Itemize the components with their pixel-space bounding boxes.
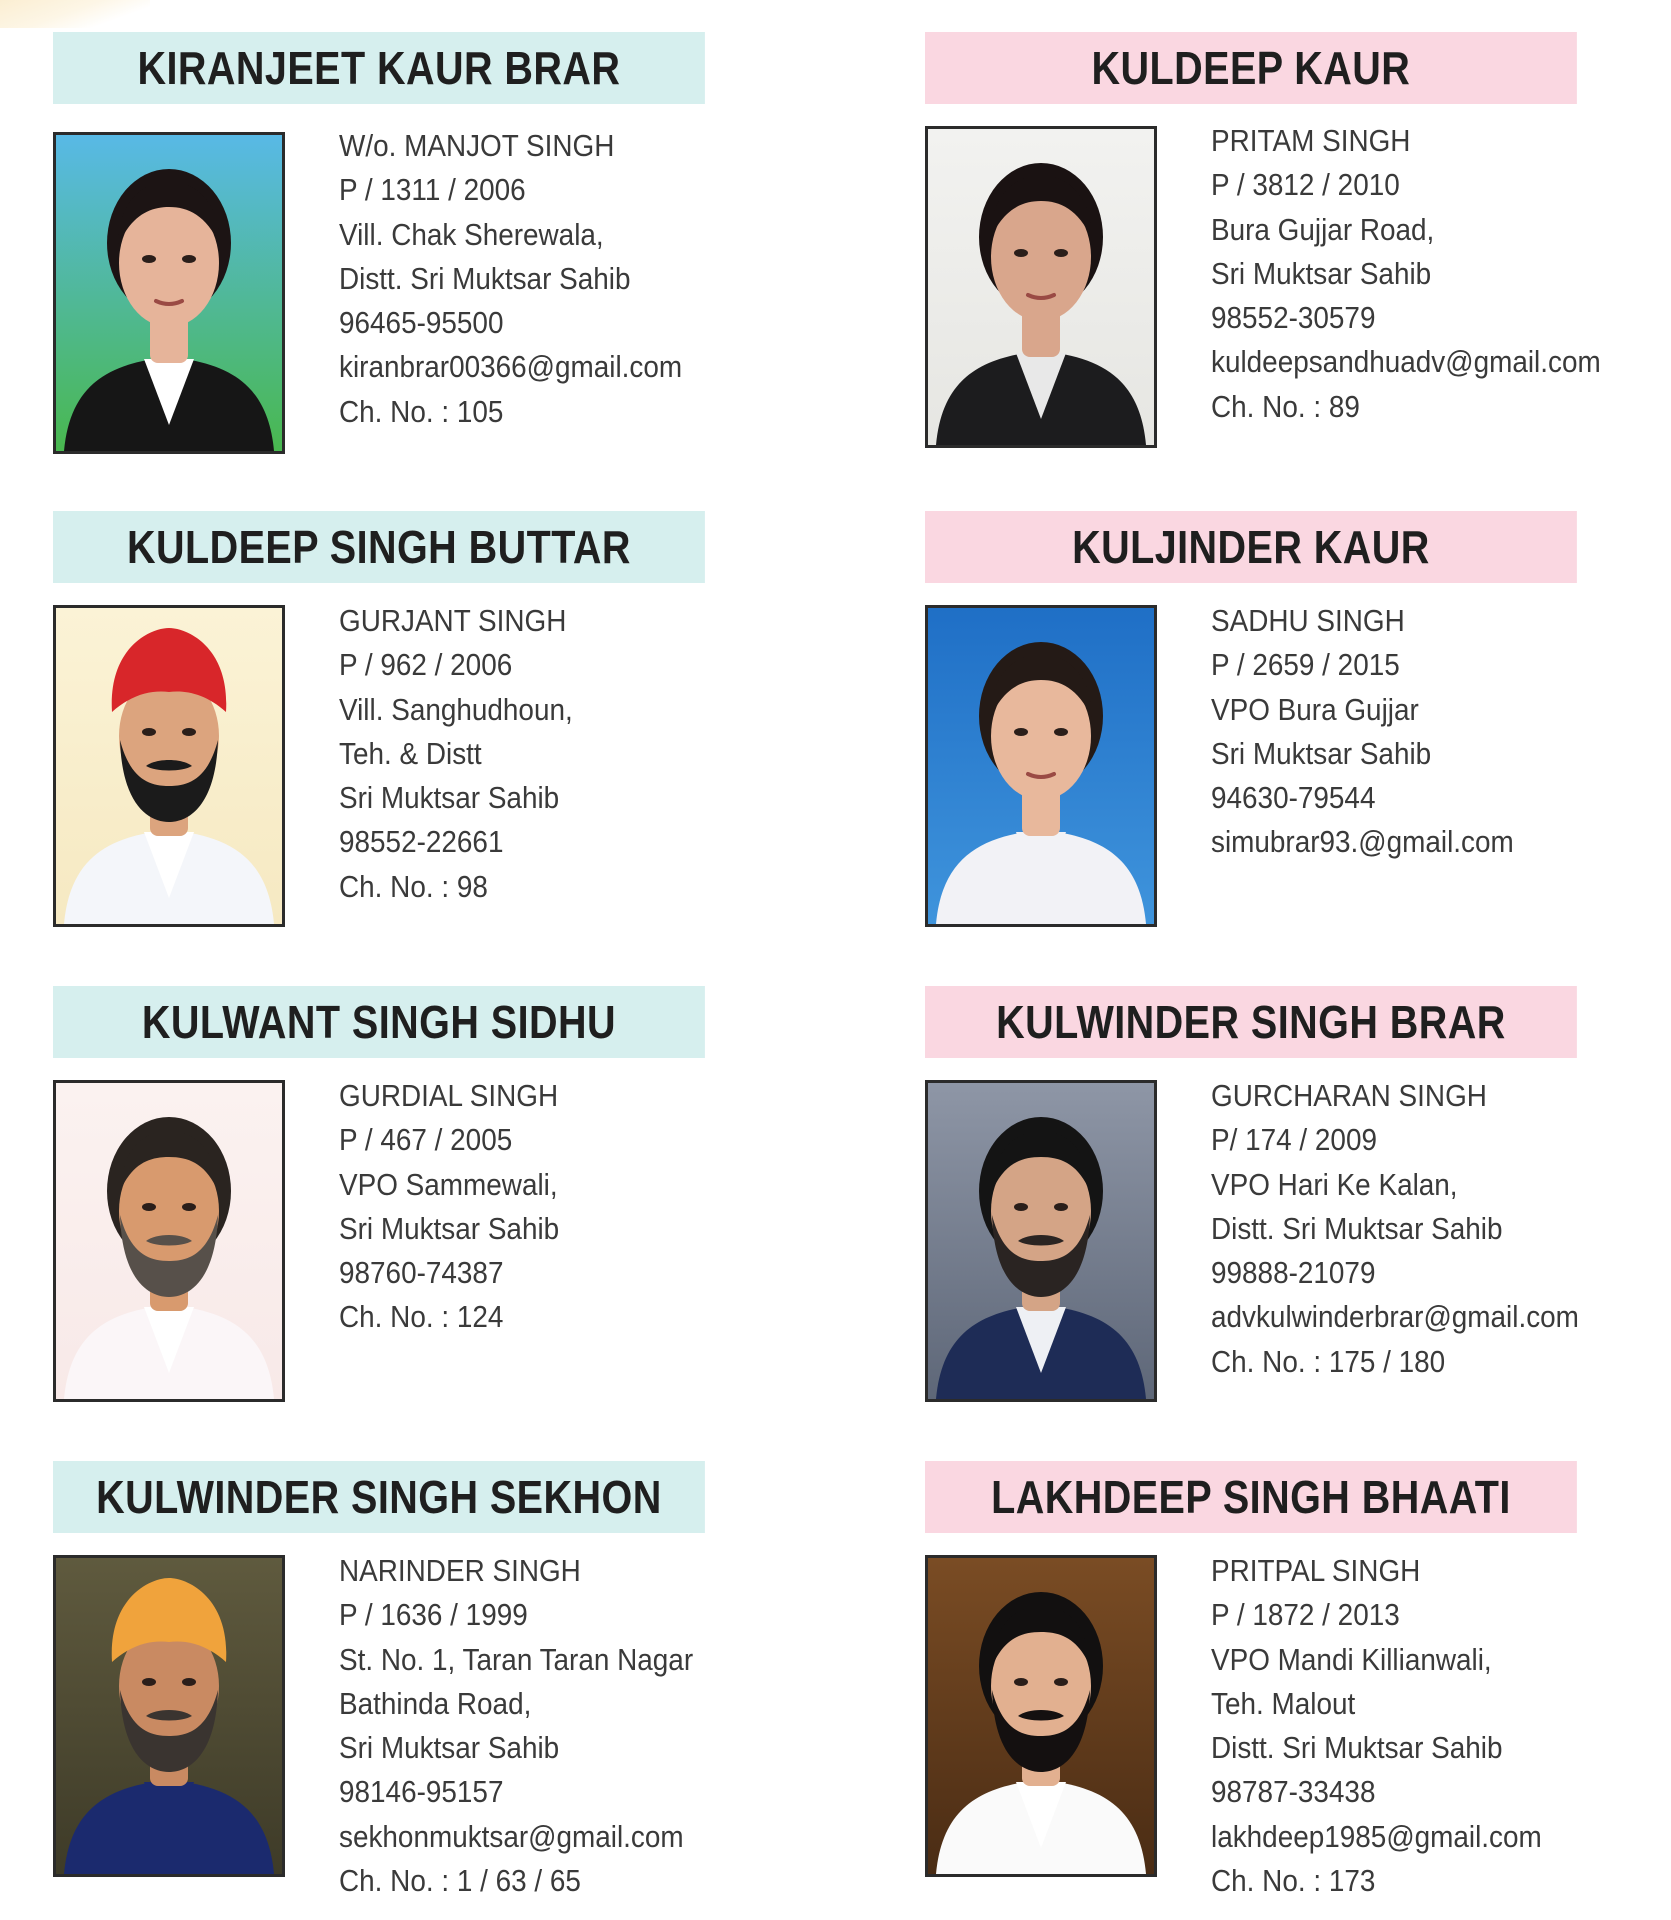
entry-detail-line: Ch. No. : 105 xyxy=(339,393,504,429)
entry-name-banner: KULWANT SINGH SIDHU xyxy=(53,986,705,1058)
entry-name-banner: KIRANJEET KAUR BRAR xyxy=(53,32,705,104)
entry-detail-line: 96465-95500 xyxy=(339,305,504,341)
entry-detail-line: Ch. No. : 173 xyxy=(1211,1863,1376,1899)
entry-detail-line: Ch. No. : 89 xyxy=(1211,388,1360,424)
entry-name-banner: KULDEEP SINGH BUTTAR xyxy=(53,511,705,583)
entry-detail-line: St. No. 1, Taran Taran Nagar xyxy=(339,1641,694,1677)
entry-detail-line: GURDIAL SINGH xyxy=(339,1078,559,1113)
entry-name-banner: LAKHDEEP SINGH BHAATI xyxy=(925,1461,1577,1533)
entry-detail-line: Distt. Sri Muktsar Sahib xyxy=(339,260,631,296)
entry-photo xyxy=(53,132,285,454)
entry-detail-line: 99888-21079 xyxy=(1211,1255,1376,1291)
entry-detail-line: Ch. No. : 175 / 180 xyxy=(1211,1343,1446,1379)
entry-detail-line: P / 962 / 2006 xyxy=(339,647,513,683)
entry-detail-line: simubrar93.@gmail.com xyxy=(1211,824,1514,860)
directory-entry-kuljinder-kaur xyxy=(925,511,1671,951)
entry-detail-line: PRITPAL SINGH xyxy=(1211,1553,1421,1588)
entry-detail-line: Sri Muktsar Sahib xyxy=(1211,735,1432,771)
entry-detail-line: P / 1636 / 1999 xyxy=(339,1597,528,1633)
portrait-illustration xyxy=(928,608,1154,924)
entry-detail-line: Vill. Chak Sherewala, xyxy=(339,216,604,252)
entry-detail-line: GURJANT SINGH xyxy=(339,603,567,638)
entry-detail-line: 94630-79544 xyxy=(1211,780,1376,816)
portrait-illustration xyxy=(56,1083,282,1399)
entry-detail-line: sekhonmuktsar@gmail.com xyxy=(339,1818,684,1854)
directory-entry-kulwinder-singh-sekhon xyxy=(53,1461,843,1901)
entry-detail-line: VPO Hari Ke Kalan, xyxy=(1211,1166,1458,1202)
entry-detail-line: GURCHARAN SINGH xyxy=(1211,1078,1487,1113)
entry-details xyxy=(339,599,573,909)
directory-entry-kulwinder-singh-brar xyxy=(925,986,1671,1426)
entry-detail-line: Sri Muktsar Sahib xyxy=(339,780,560,816)
entry-detail-line: P / 1311 / 2006 xyxy=(339,172,526,208)
portrait-illustration xyxy=(928,1083,1154,1399)
entry-photo xyxy=(53,1080,285,1402)
entry-photo xyxy=(53,605,285,927)
entry-detail-line: Teh. & Distt xyxy=(339,735,482,771)
entry-details xyxy=(1211,1549,1542,1903)
entry-details xyxy=(1211,1074,1579,1384)
entry-detail-line: Sri Muktsar Sahib xyxy=(1211,255,1432,291)
entry-detail-line: W/o. MANJOT SINGH xyxy=(339,128,615,163)
entry-name-banner: KULDEEP KAUR xyxy=(925,32,1577,104)
entry-detail-line: kuldeepsandhuadv@gmail.com xyxy=(1211,344,1601,380)
entry-detail-line: 98552-30579 xyxy=(1211,300,1376,336)
entry-name-banner: KULWINDER SINGH BRAR xyxy=(925,986,1577,1058)
entry-detail-line: Distt. Sri Muktsar Sahib xyxy=(1211,1210,1503,1246)
portrait-illustration xyxy=(928,129,1154,445)
entry-detail-line: Distt. Sri Muktsar Sahib xyxy=(1211,1730,1503,1766)
entry-details xyxy=(1211,119,1601,429)
entry-photo xyxy=(53,1555,285,1877)
portrait-illustration xyxy=(56,608,282,924)
entry-name-banner: KULWINDER SINGH SEKHON xyxy=(53,1461,705,1533)
entry-detail-line: VPO Mandi Killianwali, xyxy=(1211,1641,1492,1677)
entry-detail-line: P/ 174 / 2009 xyxy=(1211,1122,1377,1158)
entry-detail-line: Ch. No. : 1 / 63 / 65 xyxy=(339,1863,581,1899)
entry-detail-line: Sri Muktsar Sahib xyxy=(339,1210,560,1246)
entry-photo xyxy=(925,126,1157,448)
entry-detail-line: kiranbrar00366@gmail.com xyxy=(339,349,683,385)
entry-detail-line: Sri Muktsar Sahib xyxy=(339,1730,560,1766)
entry-detail-line: Ch. No. : 124 xyxy=(339,1299,504,1335)
entry-detail-line: P / 1872 / 2013 xyxy=(1211,1597,1400,1633)
entry-details xyxy=(339,1074,559,1340)
entry-detail-line: lakhdeep1985@gmail.com xyxy=(1211,1818,1542,1854)
entry-detail-line: P / 2659 / 2015 xyxy=(1211,647,1400,683)
directory-entry-kuldeep-singh-buttar xyxy=(53,511,843,951)
entry-detail-line: VPO Bura Gujjar xyxy=(1211,691,1419,727)
portrait-illustration xyxy=(56,1558,282,1874)
directory-entry-kulwant-singh-sidhu xyxy=(53,986,843,1426)
entry-detail-line: SADHU SINGH xyxy=(1211,603,1405,638)
entry-photo xyxy=(925,1555,1157,1877)
directory-entry-kuldeep-kaur xyxy=(925,32,1671,472)
entry-detail-line: 98787-33438 xyxy=(1211,1774,1376,1810)
entry-detail-line: Bathinda Road, xyxy=(339,1685,532,1721)
directory-entry-kiranjeet-kaur-brar xyxy=(53,32,843,472)
entry-detail-line: 98760-74387 xyxy=(339,1255,504,1291)
entry-detail-line: Teh. Malout xyxy=(1211,1685,1356,1721)
entry-detail-line: P / 3812 / 2010 xyxy=(1211,167,1400,203)
entry-detail-line: 98552-22661 xyxy=(339,824,504,860)
entry-details xyxy=(339,124,682,434)
portrait-illustration xyxy=(928,1558,1154,1874)
directory-entry-lakhdeep-singh-bhaati xyxy=(925,1461,1671,1901)
entry-detail-line: VPO Sammewali, xyxy=(339,1166,558,1202)
entry-detail-line: Vill. Sanghudhoun, xyxy=(339,691,573,727)
entry-details xyxy=(1211,599,1514,865)
entry-detail-line: Bura Gujjar Road, xyxy=(1211,211,1435,247)
entry-detail-line: PRITAM SINGH xyxy=(1211,123,1411,158)
entry-detail-line: NARINDER SINGH xyxy=(339,1553,581,1588)
portrait-illustration xyxy=(56,135,282,451)
entry-detail-line: advkulwinderbrar@gmail.com xyxy=(1211,1299,1579,1335)
entry-detail-line: Ch. No. : 98 xyxy=(339,868,488,904)
entry-detail-line: P / 467 / 2005 xyxy=(339,1122,513,1158)
entry-name-banner: KULJINDER KAUR xyxy=(925,511,1577,583)
entry-detail-line: 98146-95157 xyxy=(339,1774,504,1810)
entry-photo xyxy=(925,1080,1157,1402)
entry-details xyxy=(339,1549,693,1903)
entry-photo xyxy=(925,605,1157,927)
